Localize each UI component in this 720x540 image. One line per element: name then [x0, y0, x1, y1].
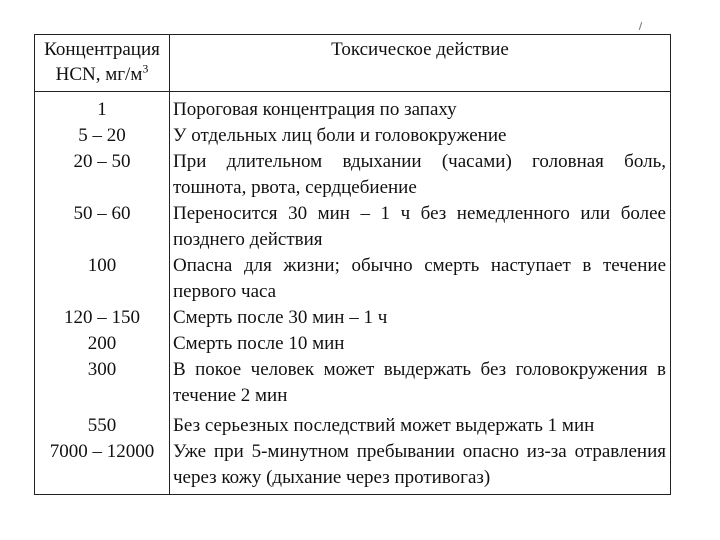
- effect-cell: При длительном вдыхании (часами) головная боль, тошнота, рвота, сердцебиение: [170, 149, 671, 201]
- concentration-cell: 7000 – 12000: [35, 439, 170, 495]
- table-row: [35, 149, 671, 201]
- effect-cell: У отдельных лиц боли и головокружение: [170, 123, 671, 149]
- table-header-row: [35, 35, 671, 92]
- toxicity-table: [34, 34, 671, 495]
- concentration-cell: 100: [35, 253, 170, 305]
- table-row: [35, 357, 671, 409]
- effect-cell: Пороговая концентрация по запаху: [170, 92, 671, 124]
- concentration-cell: 1: [35, 92, 170, 124]
- table-row: [35, 409, 671, 439]
- table-row: [35, 92, 671, 124]
- effect-cell: Без серьезных последствий может выдержать 1 мин: [170, 409, 671, 439]
- effect-cell: Переносится 30 мин – 1 ч без немедленного или более позднего действия: [170, 201, 671, 253]
- concentration-cell: 50 – 60: [35, 201, 170, 253]
- effect-header: Токсическое действие: [170, 35, 671, 92]
- table-row: [35, 123, 671, 149]
- effect-cell: В покое человек может выдержать без головокружения в течение 2 мин: [170, 357, 671, 409]
- concentration-cell: 20 – 50: [35, 149, 170, 201]
- effect-cell: Уже при 5-минутном пребывании опасно из-за отравления через кожу (дыхание через противогаз): [170, 439, 671, 495]
- concentration-header: [35, 35, 170, 92]
- concentration-header-line1: Концентрация: [44, 39, 160, 60]
- corner-mark: [639, 22, 642, 30]
- table-row: [35, 201, 671, 253]
- concentration-cell: 300: [35, 357, 170, 409]
- effect-cell: Смерть после 10 мин: [170, 331, 671, 357]
- concentration-header-line2: HCN, мг/м: [55, 64, 143, 85]
- effect-cell: Смерть после 30 мин – 1 ч: [170, 305, 671, 331]
- concentration-cell: 120 – 150: [35, 305, 170, 331]
- concentration-cell: 550: [35, 409, 170, 439]
- table-row: [35, 253, 671, 305]
- table-row: [35, 305, 671, 331]
- table-row: [35, 331, 671, 357]
- concentration-header-sup: 3: [142, 61, 149, 76]
- concentration-cell: 200: [35, 331, 170, 357]
- concentration-cell: 5 – 20: [35, 123, 170, 149]
- table-row: [35, 439, 671, 495]
- effect-cell: Опасна для жизни; обычно смерть наступает в течение первого часа: [170, 253, 671, 305]
